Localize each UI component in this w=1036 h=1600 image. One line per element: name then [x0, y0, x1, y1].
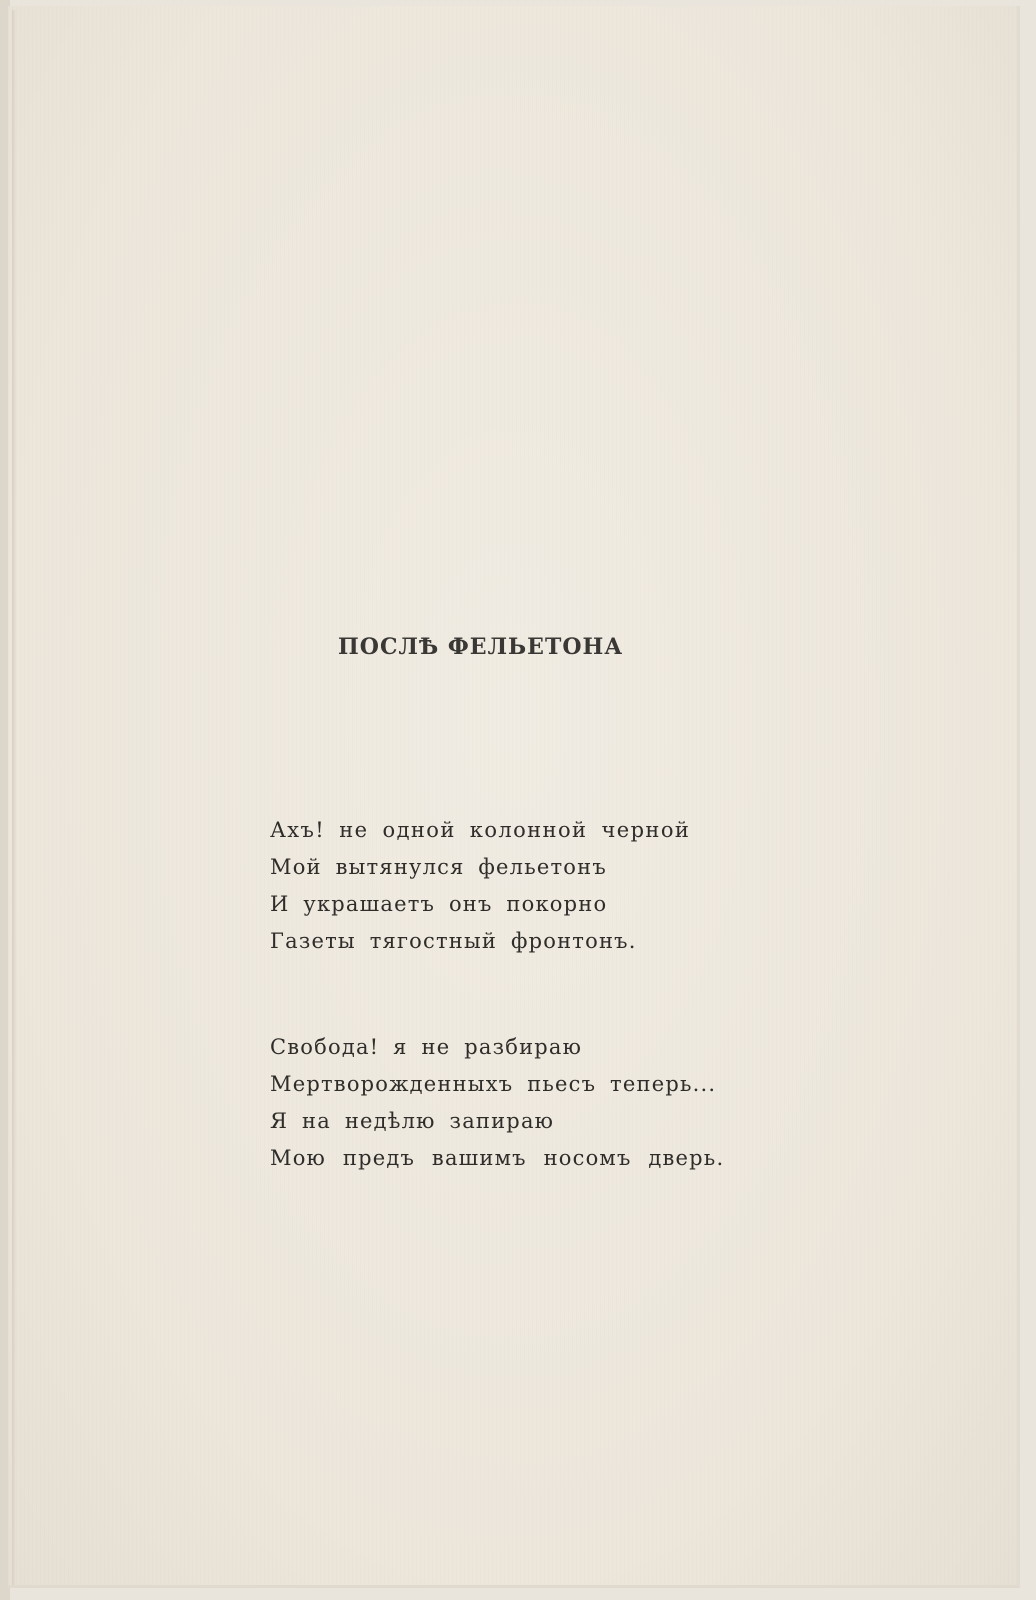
verse-line: Мой вытянулся фельетонъ — [270, 855, 607, 879]
page-edge — [12, 10, 16, 1585]
stanza-1 — [270, 812, 690, 960]
verse-line: Мертворожденныхъ пьесъ теперь... — [270, 1072, 717, 1096]
verse-line: Ахъ! не одной колонной черной — [270, 818, 691, 842]
verse-line: Свобода! я не разбираю — [270, 1035, 583, 1059]
verse-line: Газеты тягостный фронтонъ. — [270, 929, 637, 953]
poem-title: ПОСЛѢ ФЕЛЬЕТОНА — [338, 634, 624, 660]
verse-line: Я на недѣлю запираю — [270, 1109, 555, 1133]
verse-line: И украшаетъ онъ покорно — [270, 892, 608, 916]
book-page — [8, 6, 1020, 1588]
verse-line: Мою предъ вашимъ носомъ дверь. — [270, 1146, 725, 1170]
stanza-2 — [270, 1029, 724, 1177]
